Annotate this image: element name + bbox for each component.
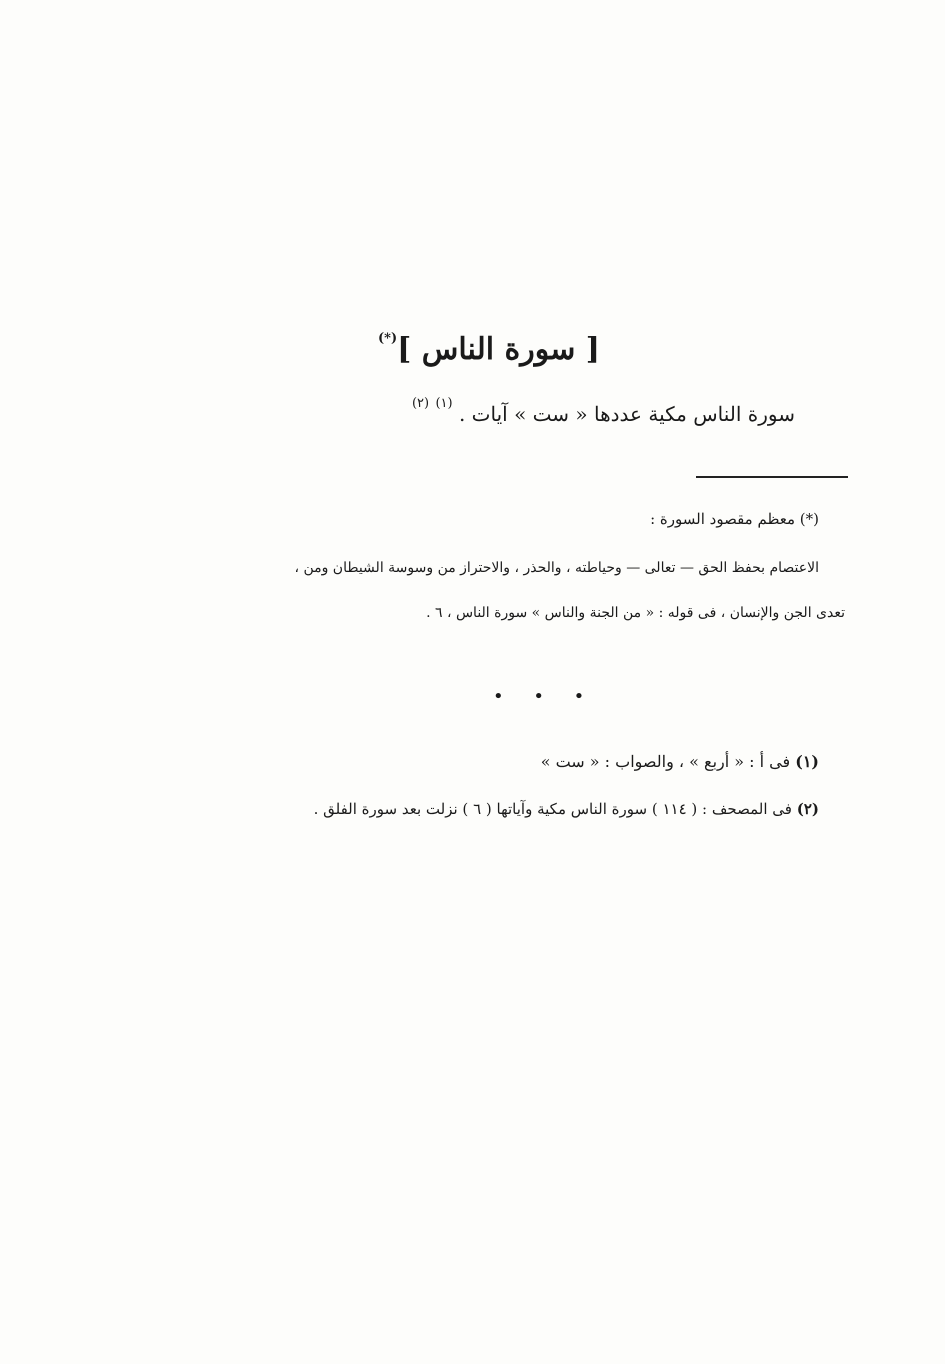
footnote-star-line-2: تعدى الجن والإنسان ، فى قوله : « من الجنة والناس » سورة الناس ، ٦ . bbox=[426, 605, 845, 621]
footnote-2 bbox=[314, 800, 819, 818]
footnote-divider bbox=[696, 476, 848, 478]
section-separator: • • • bbox=[493, 686, 597, 707]
footnote-1-number: (١) bbox=[795, 752, 819, 771]
footnote-2-text: فى المصحف : ( ١١٤ ) سورة الناس مكية وآياتها ( ٦ ) نزلت بعد سورة الفلق . bbox=[313, 800, 792, 818]
surah-title bbox=[378, 332, 600, 367]
intro-marker-1: (١) bbox=[435, 396, 453, 412]
footnote-2-number: (٢) bbox=[796, 800, 819, 818]
footnote-1-text: فى أ : « أربع » ، والصواب : « ست » bbox=[540, 752, 791, 771]
footnote-star-heading: (*) معظم مقصود السورة : bbox=[650, 510, 819, 528]
intro-text: سورة الناس مكية عددها « ست » آيات . bbox=[458, 402, 795, 426]
footnote-star-line-1: الاعتصام بحفظ الحق — تعالى — وحياطته ، والحذر ، والاحتراز من وسوسة الشيطان ومن ، bbox=[294, 560, 819, 576]
intro-marker-2: (٢) bbox=[411, 396, 430, 412]
surah-title-text: [ سورة الناس ] bbox=[397, 332, 600, 367]
footnote-1 bbox=[541, 752, 819, 771]
surah-title-marker: (*) bbox=[378, 331, 398, 346]
intro-line bbox=[411, 396, 795, 426]
